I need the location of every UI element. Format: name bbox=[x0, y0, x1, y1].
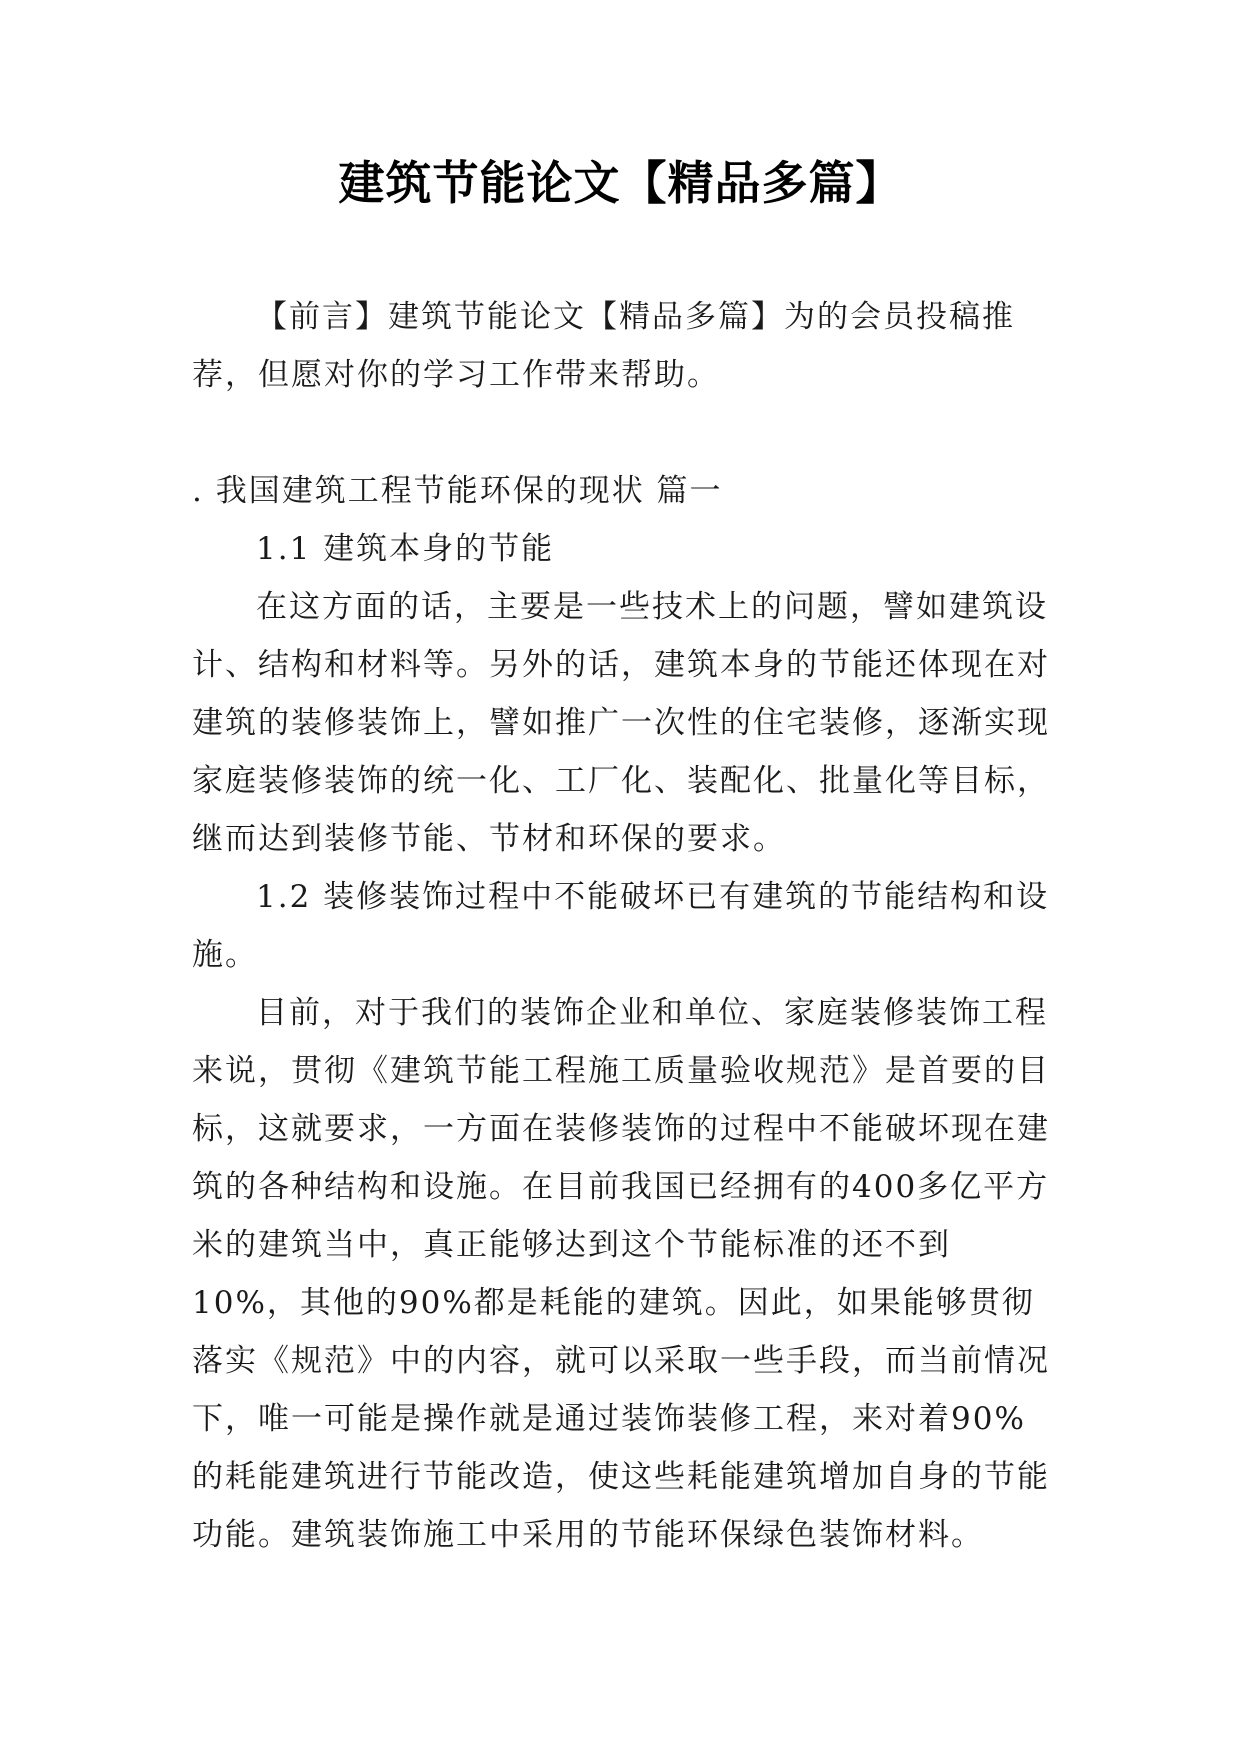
preface-paragraph: 【前言】建筑节能论文【精品多篇】为的会员投稿推荐，但愿对你的学习工作带来帮助。 bbox=[192, 299, 1015, 393]
section-heading: . 我国建筑工程节能环保的现状 篇一 bbox=[192, 473, 723, 509]
subsection-heading-1-1: 1.1 建筑本身的节能 bbox=[256, 531, 555, 567]
document-title: 建筑节能论文【精品多篇】 bbox=[338, 156, 903, 210]
subsection-heading-1-2: 1.2 装修装饰过程中不能破坏已有建筑的节能结构和设施。 bbox=[192, 879, 1050, 973]
document-body bbox=[192, 288, 1052, 1564]
subsection-paragraph-1-2: 目前，对于我们的装饰企业和单位、家庭装修装饰工程来说，贯彻《建筑节能工程施工质量验收规范》是首要的目标，这就要求，一方面在装修装饰的过程中不能破坏现在建筑的各种结构和设施。在目前我国已经拥有的400多亿平方米的建筑当中，真正能够达到这个节能标准的还不到10%，其他的90%都是耗能的建筑。因此，如果能够贯彻落实《规范》中的内容，就可以采取一些手段，而当前情况下，唯一可能是操作就是通过装饰装修工程，来对着90%的耗能建筑进行节能改造，使这些耗能建筑增加自身的节能功能。建筑装饰施工中采用的节能环保绿色装饰材料。 bbox=[192, 995, 1050, 1553]
subsection-paragraph-1-1: 在这方面的话，主要是一些技术上的问题，譬如建筑设计、结构和材料等。另外的话，建筑本身的节能还体现在对建筑的装修装饰上，譬如推广一次性的住宅装修，逐渐实现家庭装修装饰的统一化、工厂化、装配化、批量化等目标，继而达到装修节能、节材和环保的要求。 bbox=[192, 589, 1050, 857]
